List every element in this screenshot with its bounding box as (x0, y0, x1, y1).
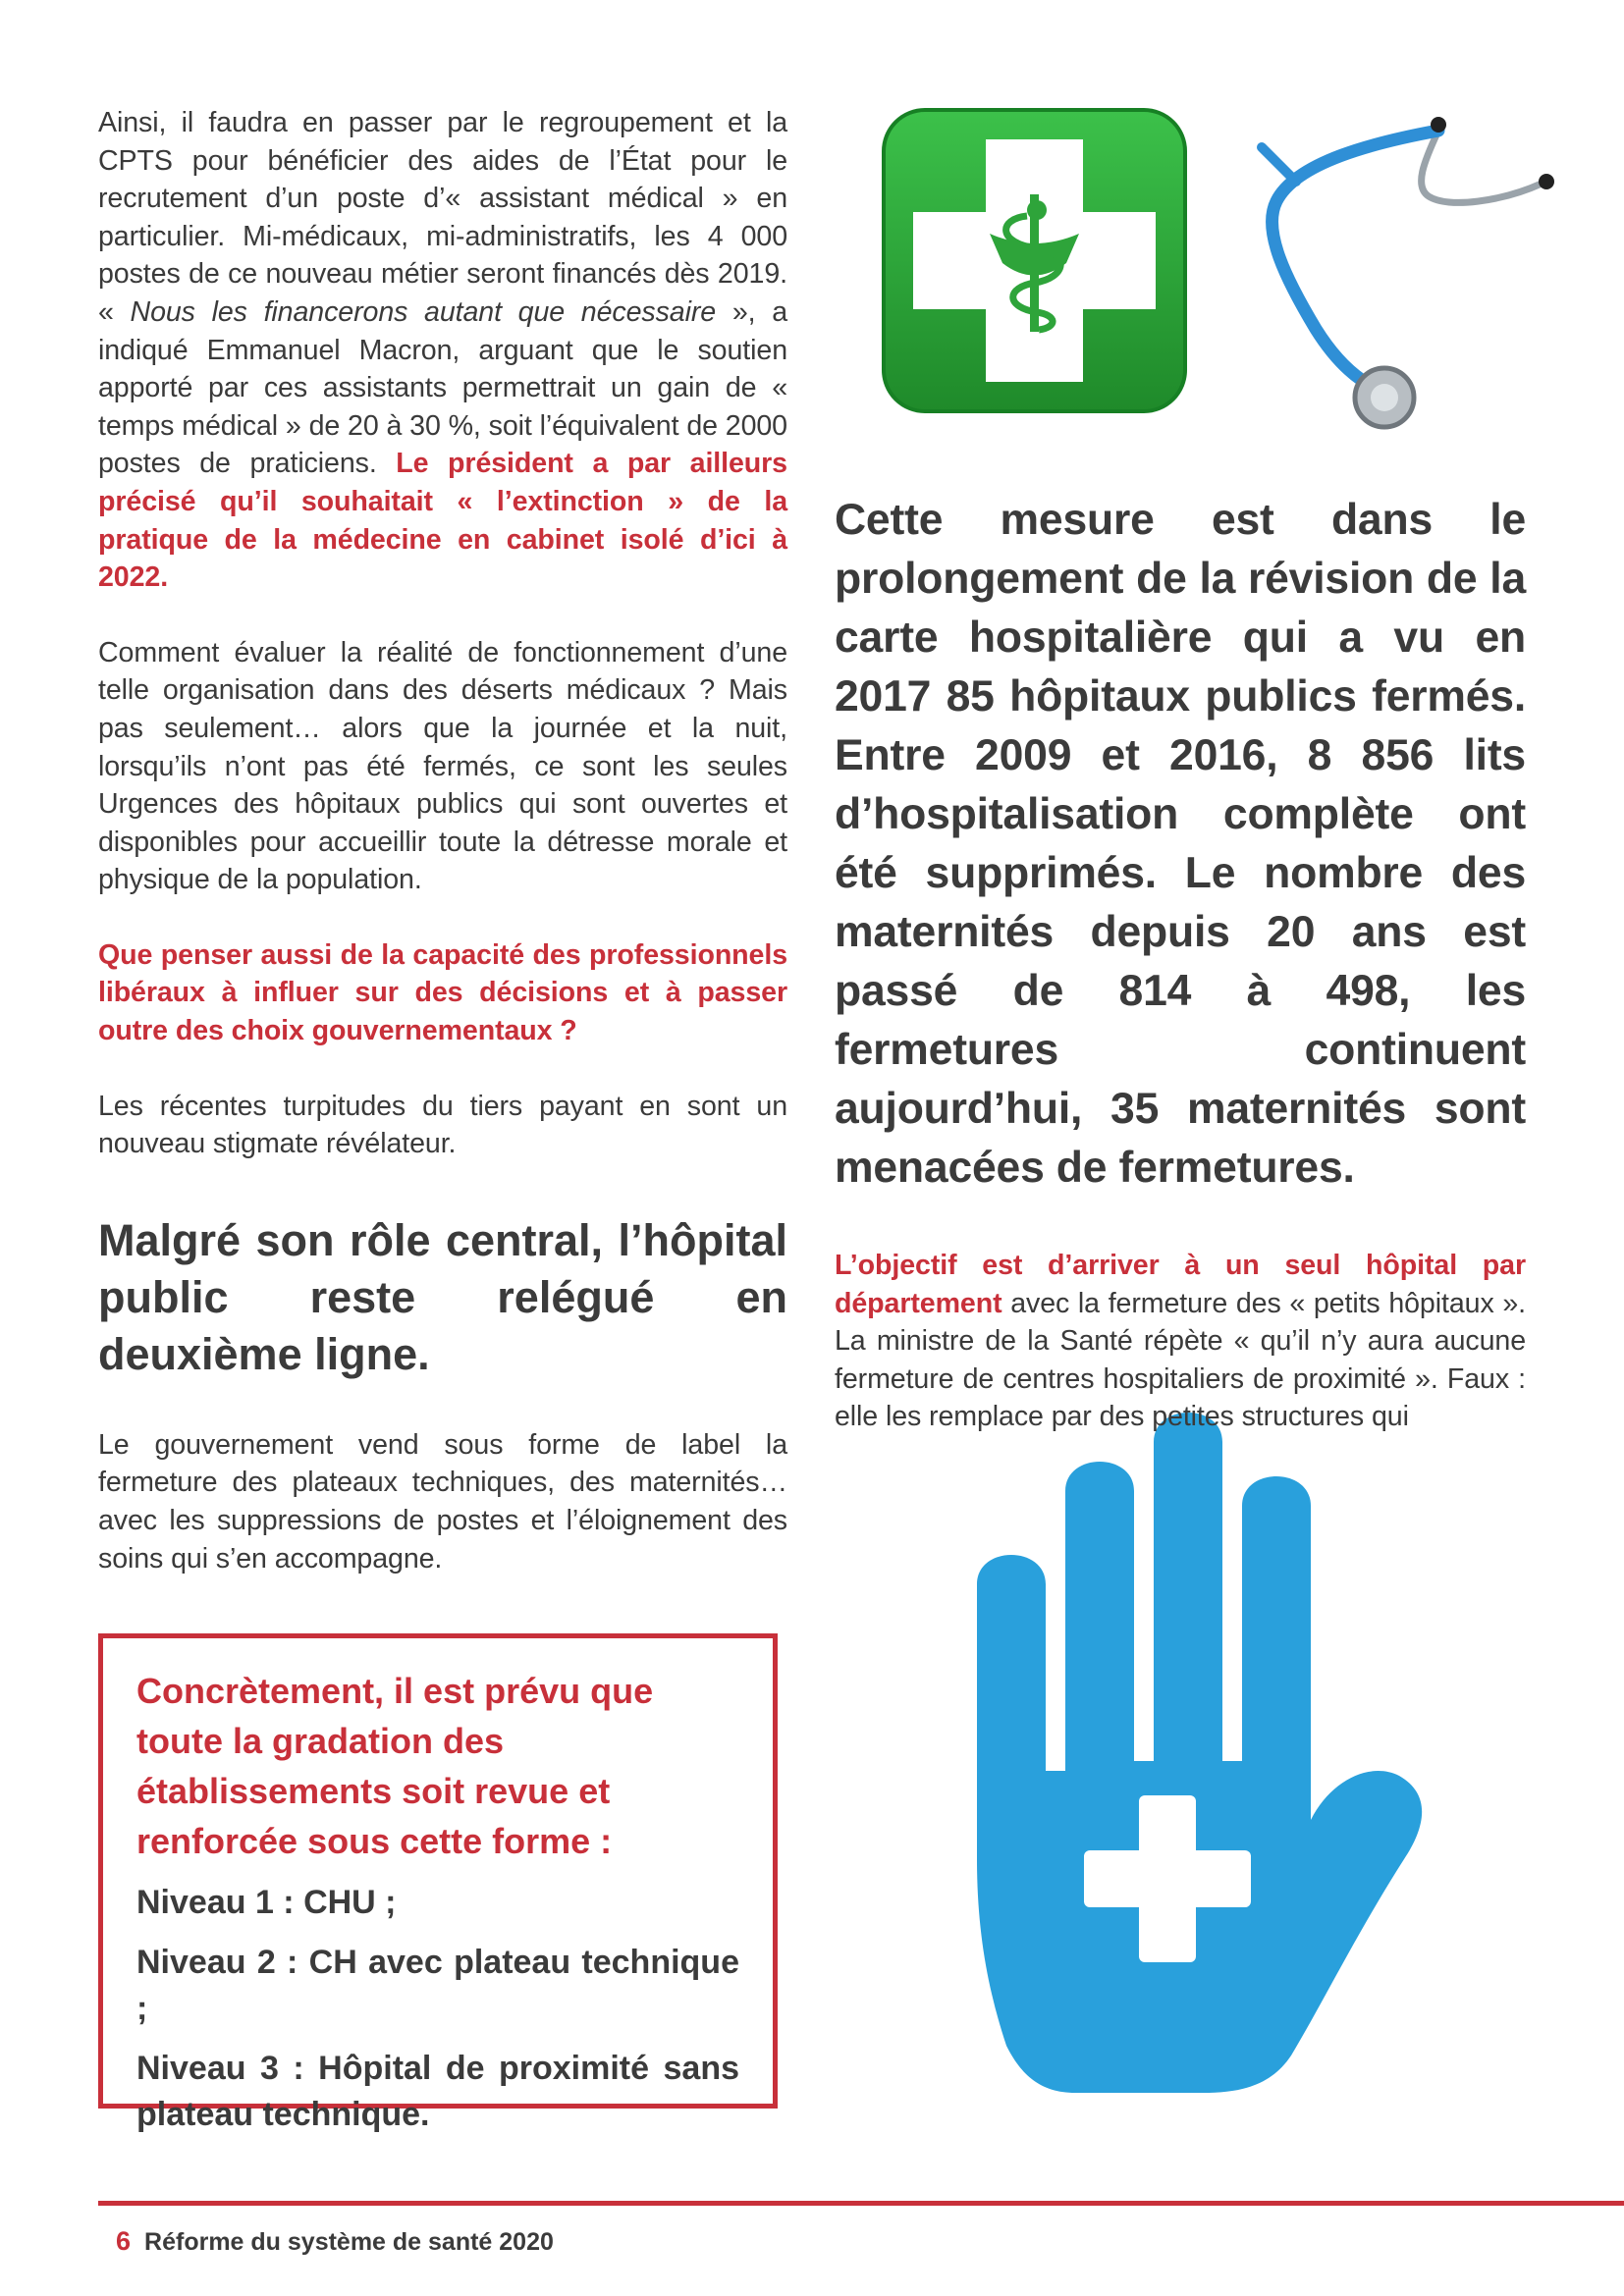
heading-carte-hospitaliere: Cette mesure est dans le prolongement de la révision de la carte hospitalière qui a vu en 2017 85 hôpitaux publics fermés. Entre 2009 et 2016, 8 856 lits d’hospitalisation complète ont été supprimés. Le nombre des maternités depuis 20 ans est passé de 814 à 498, les fermetures continuent aujourd’hui, 35 maternités sont menacées de fermetures. (835, 496, 1526, 1192)
left-column (98, 104, 787, 1577)
paragraph-assistant-medical: Ainsi, il faudra en passer par le regroupement et la CPTS pour bénéficier des aides de l’État pour le recrutement d’un poste d’« assistant médical » en particulier. Mi-médicaux, mi-administratifs, les 4 000 postes de ce nouveau métier seront financés dès 2019. « Nous les financerons autant que nécessaire », a indiqué Emmanuel Macron, arguant que le soutien apporté par ces assistants permettrait un gain de « temps médical » de 20 à 30 %, soit l’équivalent de 2000 postes de praticiens. Le président a par ailleurs précisé qu’il souhaitait « l’extinction » de la pratique de la médecine en cabinet isolé d’ici à 2022. (98, 107, 787, 594)
pharmacy-cross-icon (880, 106, 1189, 415)
paragraph-objectif-departement: L’objectif est d’arriver à un seul hôpital par département avec la fermeture des « petits hôpitaux ». La ministre de la Santé répète « qu’il n’y aura aucune fermeture de centres hospitaliers de proximité ». Faux : elle les remplace par des petites structures qui (835, 1250, 1526, 1433)
paragraph-label-fermeture: Le gouvernement vend sous forme de label la fermeture des plateaux techniques, des maternités… avec les suppressions de postes et l’éloignement des soins qui s’en accompagne. (98, 1428, 787, 1575)
footer-divider (98, 2201, 1624, 2206)
paragraph-question-liberaux: Que penser aussi de la capacité des professionnels libéraux à influer sur des décisions et à passer outre des choix gouvernementaux ? (98, 938, 787, 1047)
hand-medical-cross-icon (967, 1398, 1434, 2093)
box-level-2: Niveau 2 : CH avec plateau technique ; (136, 1944, 739, 2027)
stethoscope-icon (1208, 103, 1581, 442)
footer (116, 2226, 554, 2257)
box-title: Concrètement, il est prévu que toute la gradation des établissements soit revue et renforcée sous cette forme : (136, 1671, 654, 1861)
footer-title: Réforme du système de santé 2020 (144, 2228, 554, 2256)
highlight-objectif: L’objectif est d’arriver à un seul hôpital par département (835, 1250, 1526, 1319)
heading-hopital-public: Malgré son rôle central, l’hôpital public reste relégué en deuxième ligne. (98, 1214, 787, 1379)
highlight-extinction: Le président a par ailleurs précisé qu’il souhaitait « l’extinction » de la pratique de la médecine en cabinet isolé d’ici à 2022. (98, 448, 787, 594)
page-number: 6 (116, 2226, 132, 2256)
box-level-1: Niveau 1 : CHU ; (136, 1884, 397, 1921)
right-column (835, 491, 1526, 1436)
box-level-3: Niveau 3 : Hôpital de proximité sans plateau technique. (136, 2050, 739, 2133)
paragraph-tiers-payant: Les récentes turpitudes du tiers payant en sont un nouveau stigmate révélateur. (98, 1090, 787, 1160)
paragraph-deserts-medicaux: Comment évaluer la réalité de fonctionnement d’une telle organisation dans des déserts médicaux ? Mais pas seulement… alors que la journée et la nuit, lorsqu’ils n’ont pas été fermés, ce sont les seules Urgences des hôpitaux publics qui sont ouvertes et disponibles pour accueillir toute la détresse morale et physique de la population. (98, 636, 787, 896)
gradation-box (98, 1633, 778, 2133)
